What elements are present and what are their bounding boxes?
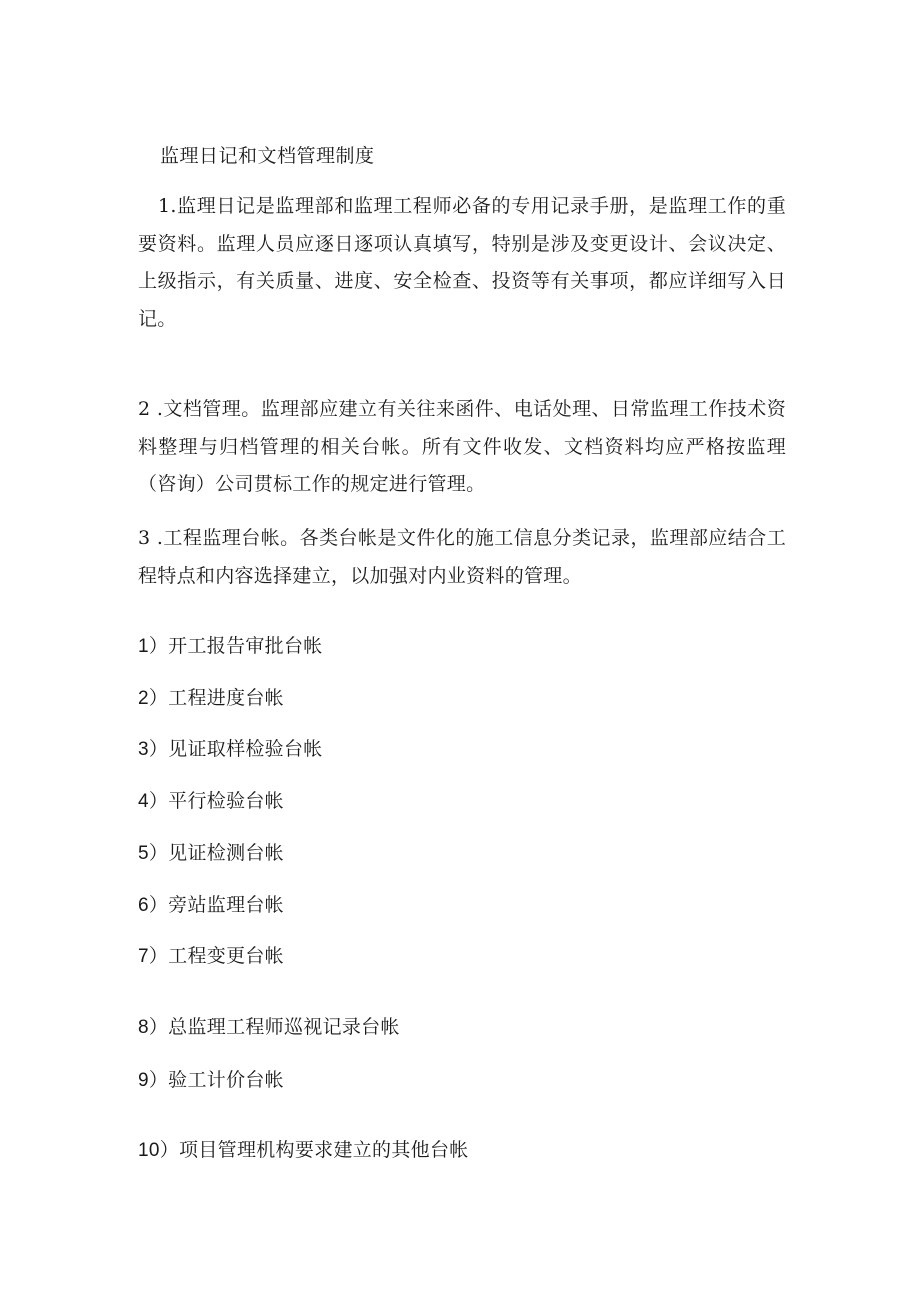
ledger-item bbox=[138, 942, 284, 971]
ledger-item bbox=[138, 891, 284, 920]
ledger-item-number: 3） bbox=[138, 739, 169, 760]
ledger-item-number: 8） bbox=[138, 1017, 169, 1038]
ledger-item-text: 旁站监理台帐 bbox=[168, 894, 284, 916]
ledger-item bbox=[138, 684, 284, 713]
ledger-item-text: 项目管理机构要求建立的其他台帐 bbox=[179, 1139, 469, 1161]
paragraph-text: 1.监理日记是监理部和监理工程师必备的专用记录手册，是监理工作的重要资料。监理人员应逐日逐项认真填写，特别是涉及变更设计、会议决定、上级指示，有关质量、进度、安全检查、投资等有关事项，都应详细写入日记。 bbox=[138, 195, 786, 330]
ledger-item bbox=[138, 735, 323, 764]
ledger-item-text: 见证检测台帐 bbox=[168, 842, 284, 864]
paragraph-supervision-diary bbox=[138, 188, 786, 338]
ledger-item-text: 总监理工程师巡视记录台帐 bbox=[168, 1016, 400, 1038]
ledger-item bbox=[138, 1136, 469, 1165]
ledger-item-number: 2） bbox=[138, 688, 169, 709]
ledger-item-number: 9） bbox=[138, 1070, 169, 1091]
ledger-item-number: 7） bbox=[138, 946, 169, 967]
ledger-item-number: 10） bbox=[138, 1140, 180, 1161]
ledger-item bbox=[138, 1013, 400, 1042]
ledger-item-number: 1） bbox=[138, 636, 169, 657]
ledger-item bbox=[138, 632, 323, 661]
ledger-item bbox=[138, 787, 284, 816]
document-title: 监理日记和文档管理制度 bbox=[160, 145, 375, 167]
ledger-item-text: 验工计价台帐 bbox=[168, 1069, 284, 1091]
ledger-item-number: 6） bbox=[138, 895, 169, 916]
ledger-item bbox=[138, 839, 284, 868]
ledger-item-text: 工程变更台帐 bbox=[168, 945, 284, 967]
ledger-item bbox=[138, 1066, 284, 1095]
ledger-item-number: 4） bbox=[138, 791, 169, 812]
ledger-item-text: 见证取样检验台帐 bbox=[168, 738, 323, 760]
ledger-item-text: 平行检验台帐 bbox=[168, 790, 284, 812]
ledger-item-text: 开工报告审批台帐 bbox=[168, 635, 323, 657]
paragraph-document-management: 2 .文档管理。监理部应建立有关往来函件、电话处理、日常监理工作技术资料整理与归档管理的相关台帐。所有文件收发、文档资料均应严格按监理（咨询）公司贯标工作的规定进行管理。 bbox=[138, 398, 786, 495]
ledger-item-number: 5） bbox=[138, 843, 169, 864]
ledger-item-text: 工程进度台帐 bbox=[168, 687, 284, 709]
paragraph-ledger-overview: 3 .工程监理台帐。各类台帐是文件化的施工信息分类记录，监理部应结合工程特点和内容选择建立，以加强对内业资料的管理。 bbox=[138, 527, 786, 587]
